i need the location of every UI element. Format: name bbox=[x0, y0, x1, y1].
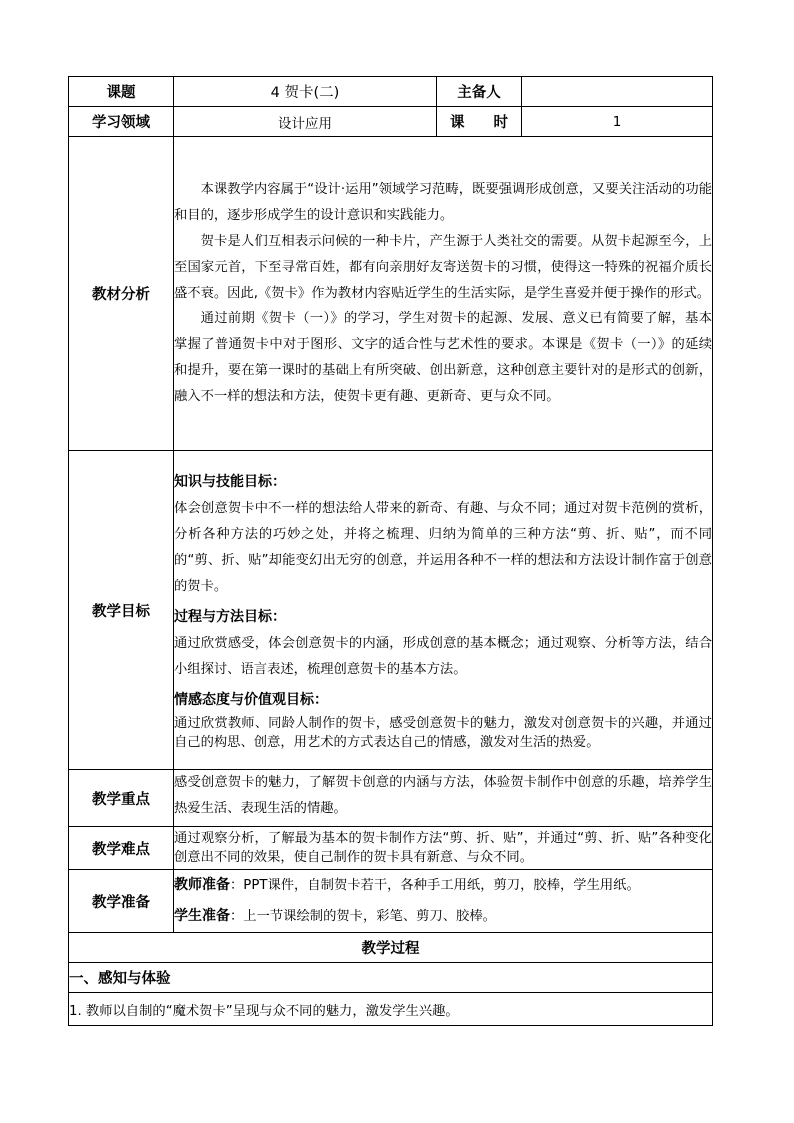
preparation-label: 教学准备 bbox=[69, 870, 174, 933]
preparer-value bbox=[522, 77, 713, 107]
analysis-paragraph-3: 通过前期《贺卡（一）》的学习，学生对贺卡的起源、发展、意义已有简要了解，基本掌握了普通贺卡中对于图形、文字的适合性与艺术性的要求。本课是《贺卡（一）》的延续和提升，要在第一课时的基础上有所突破、创出新意，这种创意主要针对的是形式的创新，融入不一样的想法和方法，使贺卡更有趣、更新奇、更与众不同。 bbox=[174, 311, 712, 404]
emotion-title: 情感态度与价值观目标： bbox=[174, 692, 328, 708]
analysis-paragraph-2: 贺卡是人们互相表示问候的一种卡片，产生源于人类社交的需要。从贺卡起源至今，上至国家元首，下至寻常百姓，都有向亲朋好友寄送贺卡的习惯，使得这一特殊的祝福介质长盛不衰。因此,《贺卡》作为教材内容贴近学生的生活实际，是学生喜爱并便于操作的形式。 bbox=[174, 234, 712, 301]
teacher-preparation bbox=[174, 870, 712, 901]
key-point-content bbox=[174, 770, 713, 827]
analysis-label: 教材分析 bbox=[69, 137, 174, 451]
student-preparation-text: ：上一节课绘制的贺卡，彩笔、剪刀、胶棒。 bbox=[230, 909, 496, 924]
analysis-paragraph-1: 本课教学内容属于“设计·运用”领域学习范畴，既要强调形成创意，又要关注活动的功能和目的，逐步形成学生的设计意识和实践能力。 bbox=[174, 182, 712, 224]
process-title: 教学过程 bbox=[69, 933, 713, 963]
section-1-title: 一、感知与体验 bbox=[69, 963, 713, 993]
difficulty-label: 教学难点 bbox=[69, 827, 174, 870]
field-label: 学习领域 bbox=[69, 107, 174, 137]
goals-label: 教学目标 bbox=[69, 451, 174, 770]
key-point-label: 教学重点 bbox=[69, 770, 174, 827]
hours-label: 课 时 bbox=[437, 107, 522, 137]
hours-value: 1 bbox=[522, 107, 713, 137]
lesson-plan-table bbox=[68, 76, 713, 1026]
difficulty-content bbox=[174, 827, 713, 870]
process-title: 过程与方法目标： bbox=[174, 609, 286, 625]
process-item-1: 1. 教师以自制的“魔术贺卡”呈现与众不同的魅力，激发学生兴趣。 bbox=[69, 993, 713, 1026]
topic-label: 课题 bbox=[69, 77, 174, 107]
teacher-preparation-label: 教师准备 bbox=[174, 877, 230, 893]
topic-value: 4 贺卡(二) bbox=[174, 77, 437, 107]
difficulty-text: 通过观察分析，了解最为基本的贺卡制作方法“剪、折、贴”，并通过“剪、折、贴”各种变化创意出不同的效果，使自己制作的贺卡具有新意、与众不同。 bbox=[174, 831, 712, 865]
key-point-text: 感受创意贺卡的魅力，了解贺卡创意的内涵与方法，体验贺卡制作中创意的乐趣，培养学生热爱生活、表现生活的情趣。 bbox=[174, 775, 712, 816]
knowledge-text: 体会创意贺卡中不一样的想法给人带来的新奇、有趣、与众不同；通过对贺卡范例的赏析，分析各种方法的巧妙之处，并将之梳理、归纳为简单的三种方法“剪、折、贴”，而不同的“剪、折、贴”却能变幻出无穷的创意，并运用各种不一样的想法和方法设计制作富于创意的贺卡。 bbox=[174, 501, 712, 594]
student-preparation-label: 学生准备 bbox=[174, 908, 230, 924]
goals-content bbox=[174, 451, 713, 770]
emotion-text: 通过欣赏教师、同龄人制作的贺卡，感受创意贺卡的魅力，激发对创意贺卡的兴趣，并通过自己的构思、创意，用艺术的方式表达自己的情感，激发对生活的热爱。 bbox=[174, 716, 712, 750]
process-text: 通过欣赏感受，体会创意贺卡的内涵，形成创意的基本概念；通过观察、分析等方法，结合小组探讨、语言表述，梳理创意贺卡的基本方法。 bbox=[174, 636, 712, 677]
knowledge-title: 知识与技能目标： bbox=[174, 474, 286, 490]
teacher-preparation-text: ：PPT课件，自制贺卡若干，各种手工用纸，剪刀，胶棒，学生用纸。 bbox=[230, 878, 640, 893]
preparer-label: 主备人 bbox=[437, 77, 522, 107]
field-value: 设计应用 bbox=[174, 107, 437, 137]
analysis-content bbox=[174, 137, 713, 451]
preparation-content bbox=[174, 870, 713, 933]
student-preparation bbox=[174, 901, 712, 932]
